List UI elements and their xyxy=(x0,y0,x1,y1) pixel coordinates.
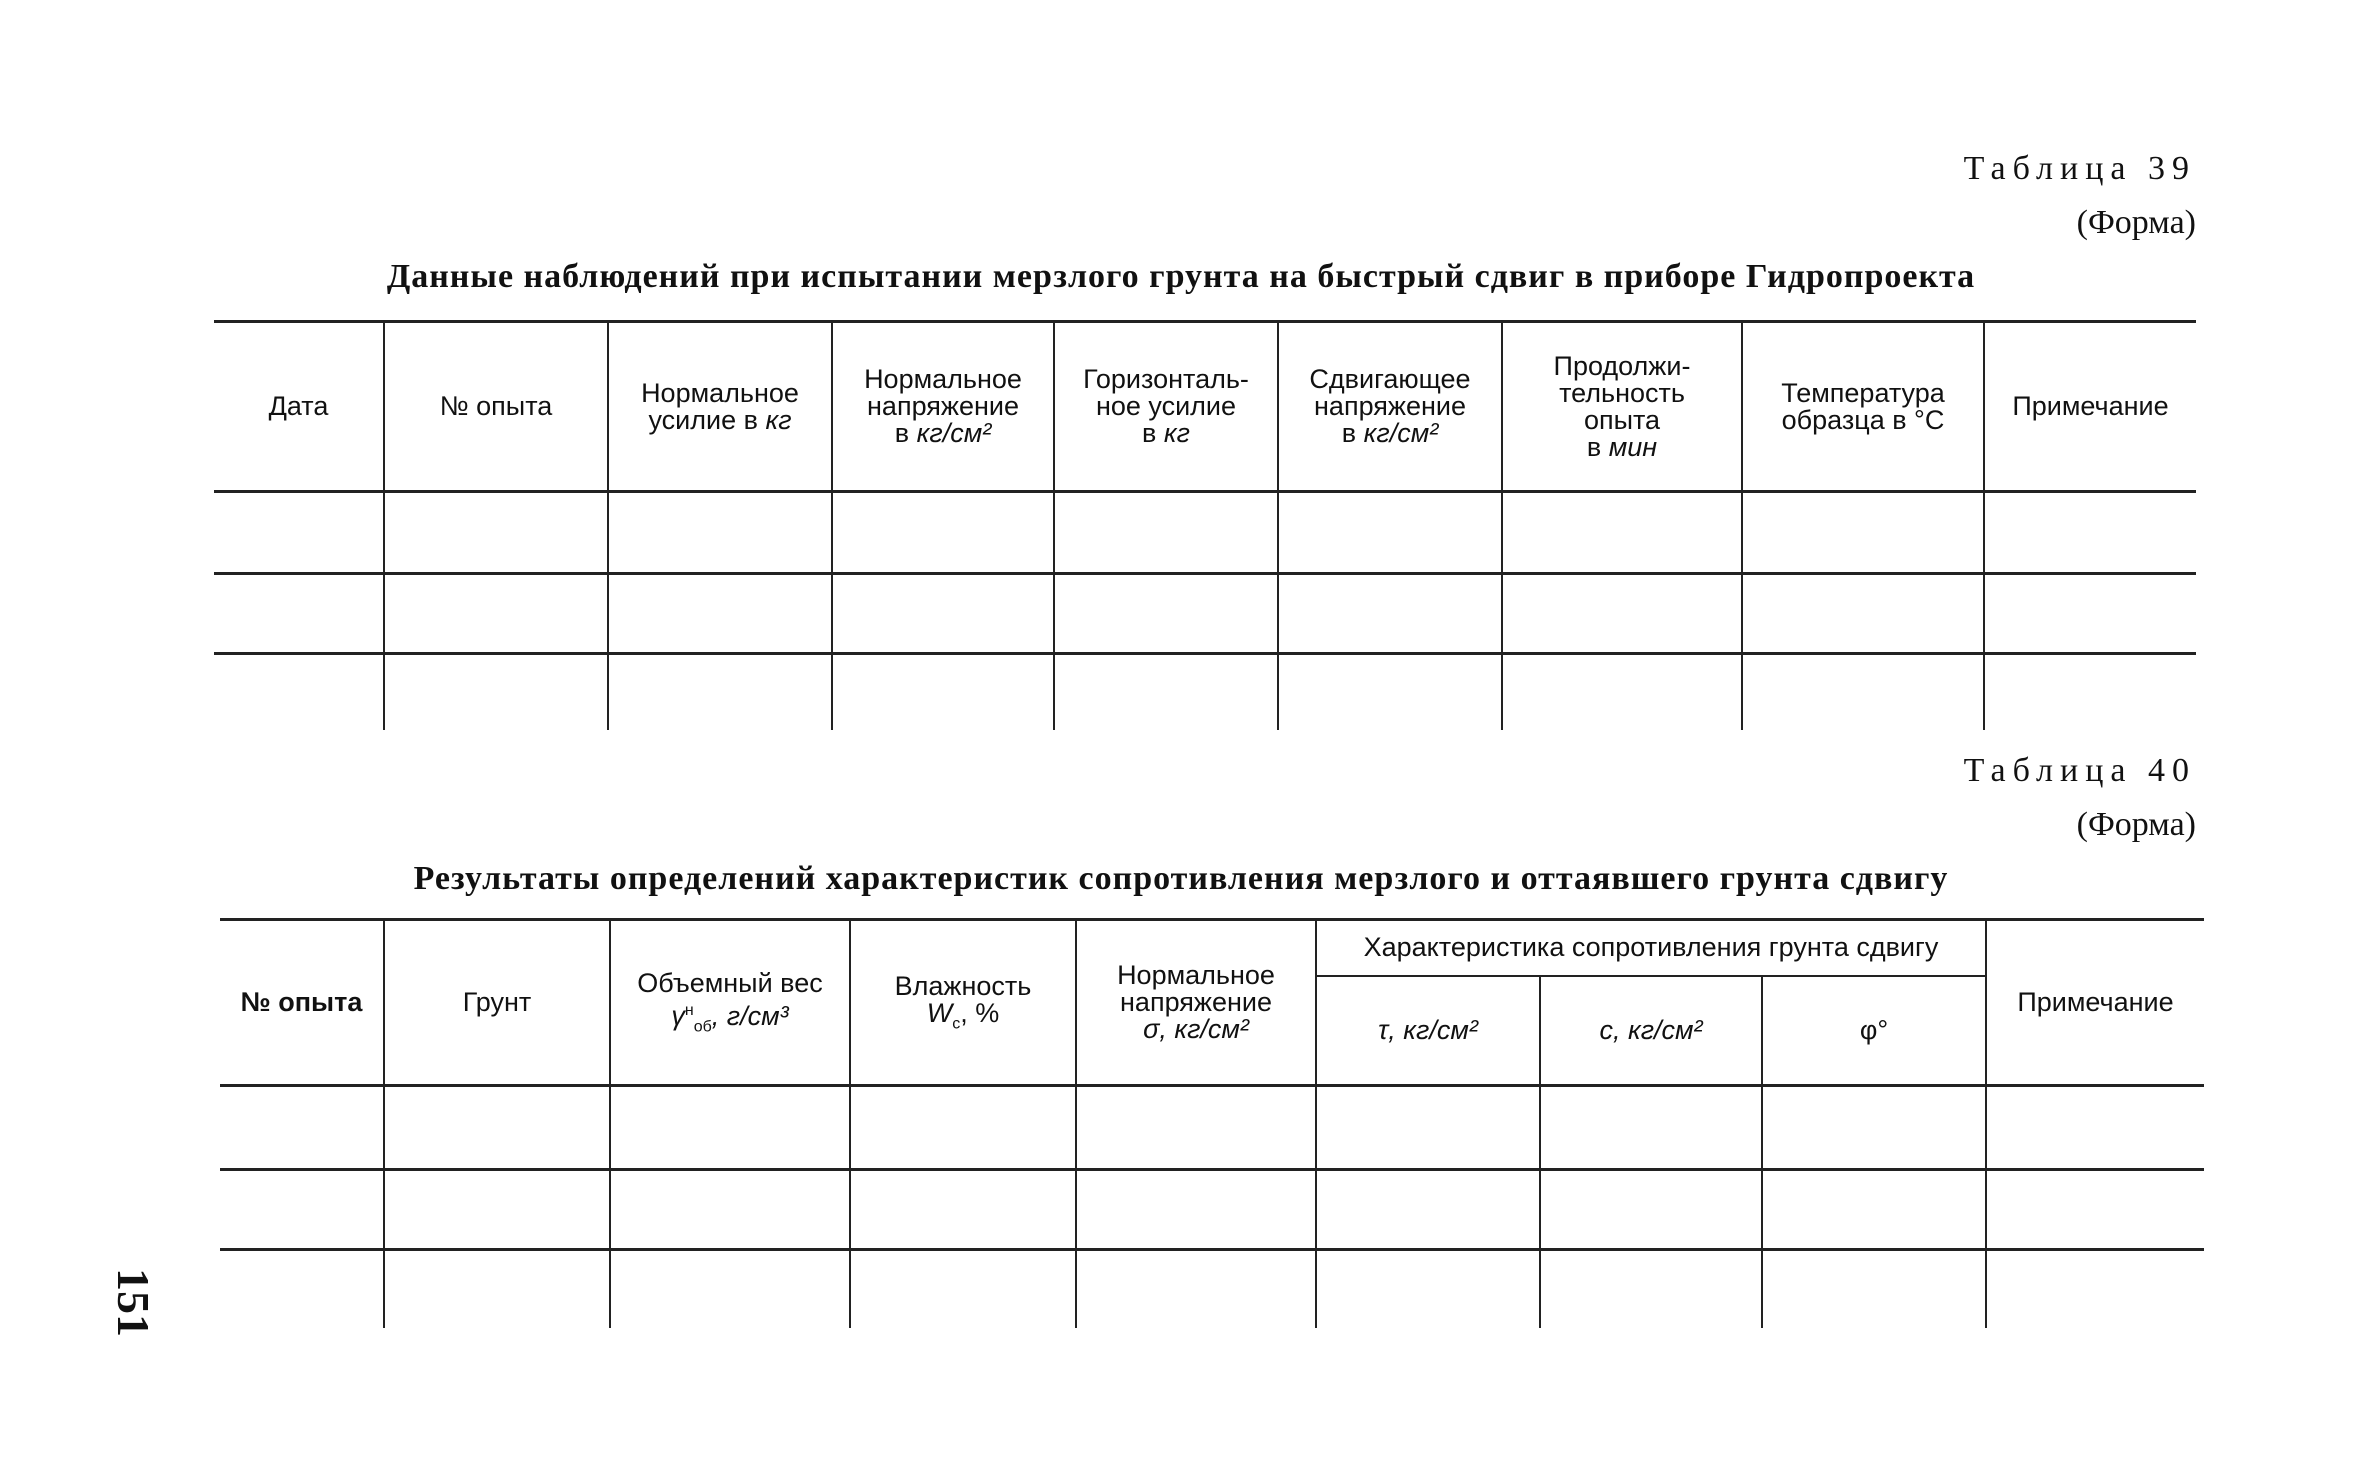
table-cell[interactable] xyxy=(384,1086,610,1170)
table-39-header-row xyxy=(214,322,2196,492)
table-cell[interactable] xyxy=(384,1170,610,1250)
table-cell[interactable] xyxy=(384,654,608,730)
table-cell[interactable] xyxy=(384,492,608,574)
table-cell[interactable] xyxy=(1278,574,1502,654)
header-note: Примечание xyxy=(1986,920,2204,1086)
table-39-number: Таблица 39 xyxy=(1963,150,2196,187)
table-39-title: Данные наблюдений при испытании мерзлого грунта на быстрый сдвиг в приборе Гидропроекта xyxy=(386,258,1976,295)
table-40-header-row-1 xyxy=(220,920,2204,976)
table-cell[interactable] xyxy=(1742,654,1984,730)
table-cell[interactable] xyxy=(832,574,1054,654)
table-cell[interactable] xyxy=(1984,654,2196,730)
table-cell[interactable] xyxy=(1054,574,1278,654)
table-cell[interactable] xyxy=(850,1170,1076,1250)
table-cell[interactable] xyxy=(1540,1250,1762,1328)
header-duration: Продолжи- тельность опыта в мин xyxy=(1502,322,1742,492)
table-cell[interactable] xyxy=(832,492,1054,574)
table-cell[interactable] xyxy=(850,1250,1076,1328)
table-40-title: Результаты определений характеристик сопротивления мерзлого и оттаявшего грунта сдвигу xyxy=(413,860,1949,897)
table-cell[interactable] xyxy=(1986,1250,2204,1328)
header-phi: φ° xyxy=(1762,976,1986,1086)
table-row xyxy=(220,1086,2204,1170)
header-shear-stress: Сдвигающее напряжение в кг/см² xyxy=(1278,322,1502,492)
header-temperature: Температура образца в °С xyxy=(1742,322,1984,492)
header-normal-stress: Нормальное напряжение в кг/см² xyxy=(832,322,1054,492)
table-cell[interactable] xyxy=(1762,1086,1986,1170)
table-40 xyxy=(220,918,2204,1328)
table-cell[interactable] xyxy=(832,654,1054,730)
header-experiment-number: № опыта xyxy=(384,322,608,492)
table-cell[interactable] xyxy=(850,1086,1076,1170)
header-bulk-weight: Объемный вес $\gamma^н_{об}$, г/см³ xyxy=(610,920,850,1086)
table-cell[interactable] xyxy=(220,1250,384,1328)
table-cell[interactable] xyxy=(1502,574,1742,654)
table-cell[interactable] xyxy=(1054,492,1278,574)
table-cell[interactable] xyxy=(220,1086,384,1170)
table-cell[interactable] xyxy=(1762,1170,1986,1250)
table-cell[interactable] xyxy=(608,654,832,730)
table-cell[interactable] xyxy=(1076,1250,1316,1328)
table-cell[interactable] xyxy=(1076,1086,1316,1170)
table-cell[interactable] xyxy=(608,492,832,574)
table-cell[interactable] xyxy=(384,1250,610,1328)
table-cell[interactable] xyxy=(1076,1170,1316,1250)
header-experiment-number: № опыта xyxy=(220,920,384,1086)
header-date: Дата xyxy=(214,322,384,492)
table-cell[interactable] xyxy=(1316,1170,1540,1250)
table-row xyxy=(214,492,2196,574)
table-row xyxy=(220,1250,2204,1328)
table-cell[interactable] xyxy=(214,654,384,730)
table-cell[interactable] xyxy=(608,574,832,654)
table-cell[interactable] xyxy=(1986,1086,2204,1170)
table-cell[interactable] xyxy=(1278,492,1502,574)
table-cell[interactable] xyxy=(1986,1170,2204,1250)
table-39 xyxy=(214,320,2196,730)
table-cell[interactable] xyxy=(220,1170,384,1250)
table-cell[interactable] xyxy=(1502,492,1742,574)
table-cell[interactable] xyxy=(1540,1170,1762,1250)
header-note: Примечание xyxy=(1984,322,2196,492)
table-cell[interactable] xyxy=(1540,1086,1762,1170)
table-row xyxy=(220,1170,2204,1250)
header-cohesion: c, кг/см² xyxy=(1540,976,1762,1086)
page-number: 151 xyxy=(108,1268,159,1337)
table-cell[interactable] xyxy=(384,574,608,654)
table-40-form-label: (Форма) xyxy=(2076,806,2196,843)
table-cell[interactable] xyxy=(214,574,384,654)
header-soil: Грунт xyxy=(384,920,610,1086)
table-cell[interactable] xyxy=(1316,1086,1540,1170)
table-39-form-label: (Форма) xyxy=(2076,204,2196,241)
table-cell[interactable] xyxy=(1054,654,1278,730)
table-cell[interactable] xyxy=(1742,492,1984,574)
table-40-number: Таблица 40 xyxy=(1963,752,2196,789)
table-cell[interactable] xyxy=(214,492,384,574)
header-tau: τ, кг/см² xyxy=(1316,976,1540,1086)
table-cell[interactable] xyxy=(610,1250,850,1328)
table-cell[interactable] xyxy=(1984,492,2196,574)
table-row xyxy=(214,574,2196,654)
table-cell[interactable] xyxy=(1278,654,1502,730)
table-row xyxy=(214,654,2196,730)
header-shear-resistance-group: Характеристика сопротивления грунта сдвигу xyxy=(1316,920,1986,976)
table-cell[interactable] xyxy=(1316,1250,1540,1328)
table-cell[interactable] xyxy=(1502,654,1742,730)
table-cell[interactable] xyxy=(1762,1250,1986,1328)
table-cell[interactable] xyxy=(1742,574,1984,654)
table-cell[interactable] xyxy=(1984,574,2196,654)
header-normal-stress: Нормальное напряжение σ, кг/см² xyxy=(1076,920,1316,1086)
header-normal-force: Нормальное усилие в кг xyxy=(608,322,832,492)
header-horizontal-force: Горизонталь- ное усилие в кг xyxy=(1054,322,1278,492)
table-cell[interactable] xyxy=(610,1170,850,1250)
table-cell[interactable] xyxy=(610,1086,850,1170)
header-moisture: Влажность $W_с$, % xyxy=(850,920,1076,1086)
